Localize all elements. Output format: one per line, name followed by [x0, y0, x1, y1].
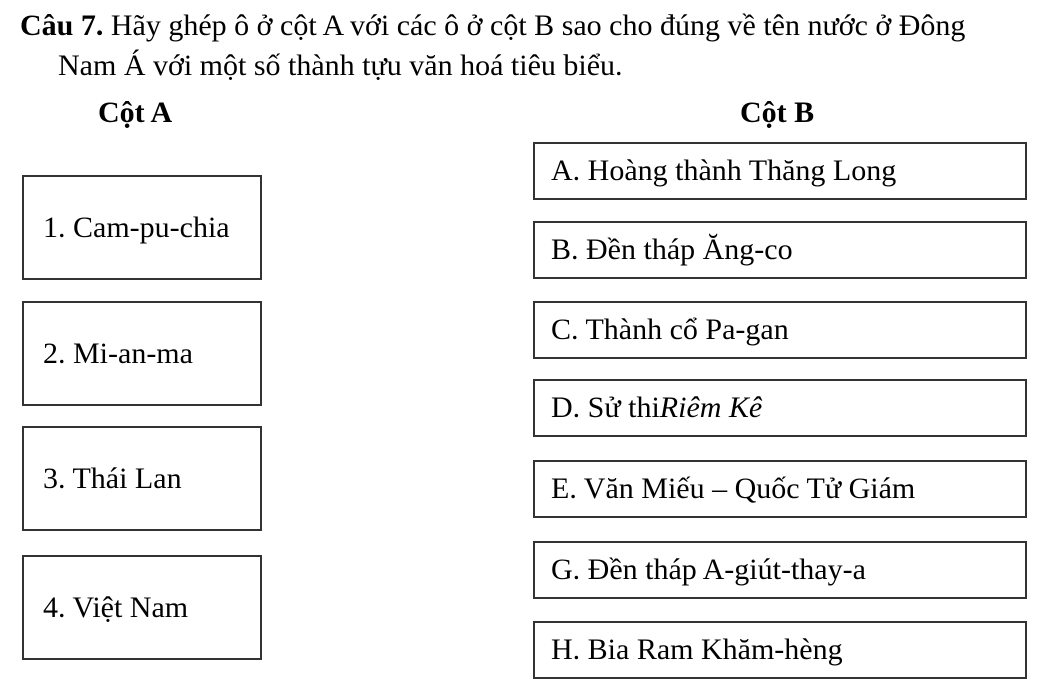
question-number: Câu 7.	[20, 9, 104, 42]
column-b-item-c	[533, 301, 1027, 359]
item-label: C. Thành cổ Pa-gan	[551, 313, 789, 346]
item-label: B. Đền tháp Ăng-co	[551, 233, 793, 266]
column-b-item-a	[533, 142, 1027, 200]
column-a-item-3	[22, 426, 262, 531]
question-line-1	[20, 6, 1035, 46]
item-label: 4. Việt Nam	[43, 590, 189, 624]
column-b-item-e	[533, 460, 1027, 518]
column-a-header: Cột A	[98, 96, 173, 129]
item-label: 3. Thái Lan	[43, 461, 182, 495]
item-label: D. Sử thi	[551, 391, 660, 424]
column-a-item-4	[22, 555, 262, 660]
item-label: G. Đền tháp A-giút-thay-a	[551, 553, 866, 586]
item-label: 1. Cam-pu-chia	[43, 210, 230, 244]
column-b-header: Cột B	[740, 96, 815, 129]
item-label: 2. Mi-an-ma	[43, 336, 193, 370]
item-label: H. Bia Ram Khăm-hèng	[551, 633, 843, 666]
column-b-item-d	[533, 379, 1027, 437]
column-b-item-h	[533, 621, 1027, 679]
question-text-line2: Nam Á với một số thành tựu văn hoá tiêu biểu.	[58, 49, 623, 82]
column-b-item-b	[533, 221, 1027, 279]
question	[20, 6, 1035, 86]
question-text-line1: Hãy ghép ô ở cột A với các ô ở cột B sao cho đúng về tên nước ở Đông	[110, 9, 966, 42]
column-b-item-g	[533, 541, 1027, 599]
item-label-italic: Riêm Kê	[659, 391, 763, 424]
item-label: A. Hoàng thành Thăng Long	[551, 154, 897, 187]
column-a-item-2	[22, 301, 262, 406]
item-label: E. Văn Miếu – Quốc Tử Giám	[551, 472, 916, 505]
column-a-item-1	[22, 175, 262, 280]
